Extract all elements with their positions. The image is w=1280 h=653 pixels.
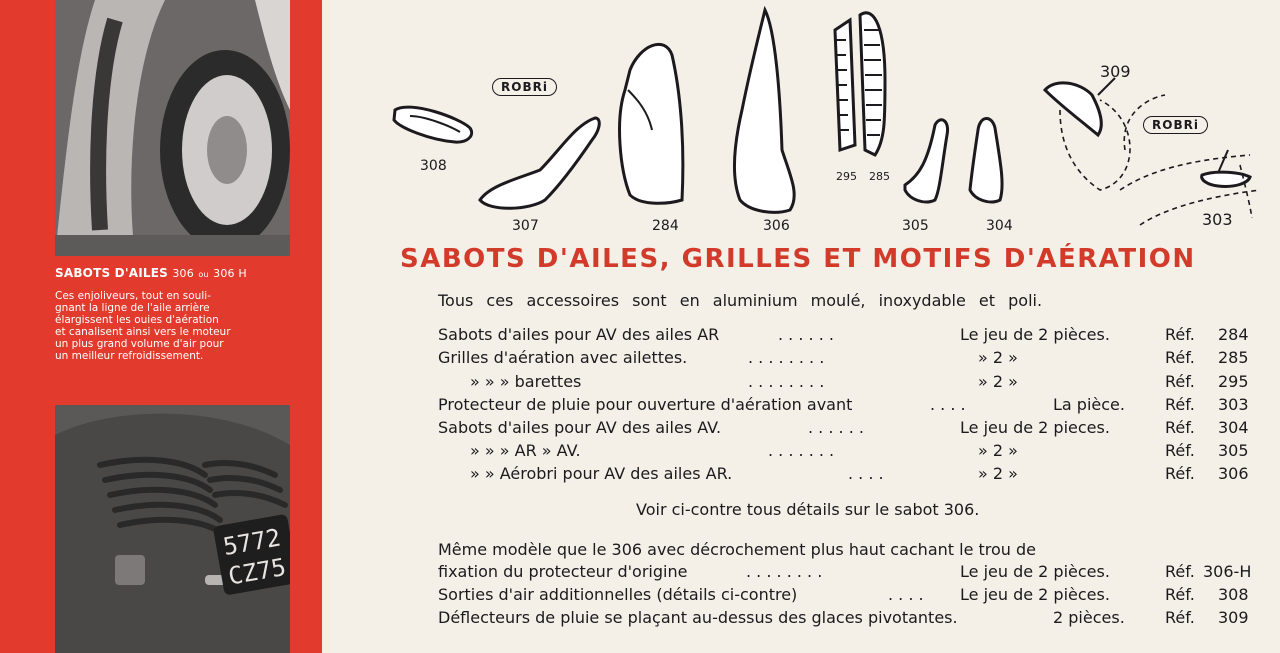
page-heading: SABOTS D'AILES, GRILLES ET MOTIFS D'AÉRATION [400,244,1196,274]
item-num: 304 [1218,418,1249,437]
intro-text: Tous ces accessoires sont en aluminium moulé, inoxydable et poli. [438,291,1043,310]
photo-rear-wheel-fender [55,0,290,256]
item-desc: Grilles d'aération avec ailettes. [438,348,688,367]
item-num: 306 [1218,464,1249,483]
item-qty: Le jeu de 2 pièces. [960,325,1110,344]
item-num: 309 [1218,608,1249,627]
label-304: 304 [986,218,1013,234]
sidebar-desc-line: Ces enjoliveurs, tout en souli- [55,290,211,302]
item-dots: . . . . . . [808,418,864,437]
item-ref: Réf. [1165,585,1195,604]
item-dots: . . . . [888,585,924,604]
note-text: Voir ci-contre tous détails sur le sabot 306. [636,500,980,519]
plate-top-text: 5772 [221,523,283,561]
item-desc: Sabots d'ailes pour AV des ailes AV. [438,418,722,437]
item-desc: Sabots d'ailes pour AV des ailes AR [438,325,720,344]
sidebar-title-main: SABOTS D'AILES [55,266,168,280]
item-dots: . . . . . . . . [746,562,823,581]
photo-rear-engine-grille [55,405,290,653]
label-285: 285 [869,170,890,183]
item-num: 284 [1218,325,1249,344]
item-dots: . . . . [930,395,966,414]
item-ref: Réf. [1165,608,1195,627]
sidebar-description [55,290,291,362]
label-309: 309 [1100,62,1131,81]
sidebar-desc-line: et canalisent ainsi vers le moteur [55,326,231,338]
parts-diagram [380,0,1280,240]
item-dots: . . . . . . . . [748,372,825,391]
label-307: 307 [512,218,539,234]
label-295: 295 [836,170,857,183]
part-307-shape [480,118,599,208]
item-qty: » 2 » [978,464,1018,483]
item-desc: » » » AR » AV. [470,441,581,460]
sidebar-title [55,266,295,280]
item-ref: Réf. [1165,372,1195,391]
item-desc: fixation du protecteur d'origine [438,562,688,581]
item-num: 306-H [1203,562,1252,581]
item-qty: La pièce. [1053,395,1125,414]
part-306-shape [734,10,794,212]
item-qty: » 2 » [978,372,1018,391]
item-dots: . . . . . . [778,325,834,344]
item-desc: Protecteur de pluie pour ouverture d'aération avant [438,395,853,414]
item-desc: Même modèle que le 306 avec décrochement plus haut cachant le trou de [438,540,1037,559]
part-308-shape [394,107,472,142]
sidebar-desc-line: gnant la ligne de l'aile arrière [55,302,210,314]
item-ref: Réf. [1165,464,1195,483]
item-qty: Le jeu de 2 pièces. [960,562,1110,581]
sidebar-title-ref2: 306 H [213,267,247,280]
item-ref: Réf. [1165,418,1195,437]
sidebar-title-ref1: 306 [172,267,194,280]
label-284: 284 [652,218,679,234]
item-num: 303 [1218,395,1249,414]
item-ref: Réf. [1165,325,1195,344]
label-308: 308 [420,158,447,174]
item-desc: » » Aérobri pour AV des ailes AR. [470,464,733,483]
item-dots: . . . . . . . . [748,348,825,367]
sidebar-title-ou: ou [198,270,209,279]
item-num: 305 [1218,441,1249,460]
item-qty: » 2 » [978,348,1018,367]
item-qty: » 2 » [978,441,1018,460]
sidebar-desc-line: un meilleur refroidissement. [55,350,204,362]
item-desc: Déflecteurs de pluie se plaçant au-dessus des glaces pivotantes. [438,608,958,627]
item-qty: 2 pièces. [1053,608,1125,627]
sidebar-desc-line: un plus grand volume d'air pour [55,338,224,350]
item-desc: Sorties d'air additionnelles (détails ci-contre) [438,585,798,604]
item-num: 308 [1218,585,1249,604]
label-305: 305 [902,218,929,234]
plate-bottom-text: CZ75 [226,552,288,591]
brand-badge-robri: ROBRi [1143,116,1208,134]
item-ref: Réf. [1165,395,1195,414]
item-qty: Le jeu de 2 pièces. [960,585,1110,604]
item-dots: . . . . . . . [768,441,835,460]
label-303: 303 [1202,210,1233,229]
item-ref: Réf. [1165,348,1195,367]
fender-photo-illustration [55,0,290,256]
item-num: 295 [1218,372,1249,391]
brand-badge-robri: ROBRi [492,78,557,96]
part-309-shape [1045,83,1101,135]
part-285-shape [860,13,885,155]
item-num: 285 [1218,348,1249,367]
item-desc: » » » barettes [470,372,582,391]
item-dots: . . . . [848,464,884,483]
item-ref: Réf. [1165,441,1195,460]
item-ref: Réf. [1165,562,1195,581]
label-306: 306 [763,218,790,234]
part-304-shape [970,118,1002,201]
item-qty: Le jeu de 2 pieces. [960,418,1110,437]
sidebar-desc-line: élargissent les ouies d'aération [55,314,219,326]
grille-photo-illustration [55,405,290,653]
part-305-shape [905,120,948,202]
